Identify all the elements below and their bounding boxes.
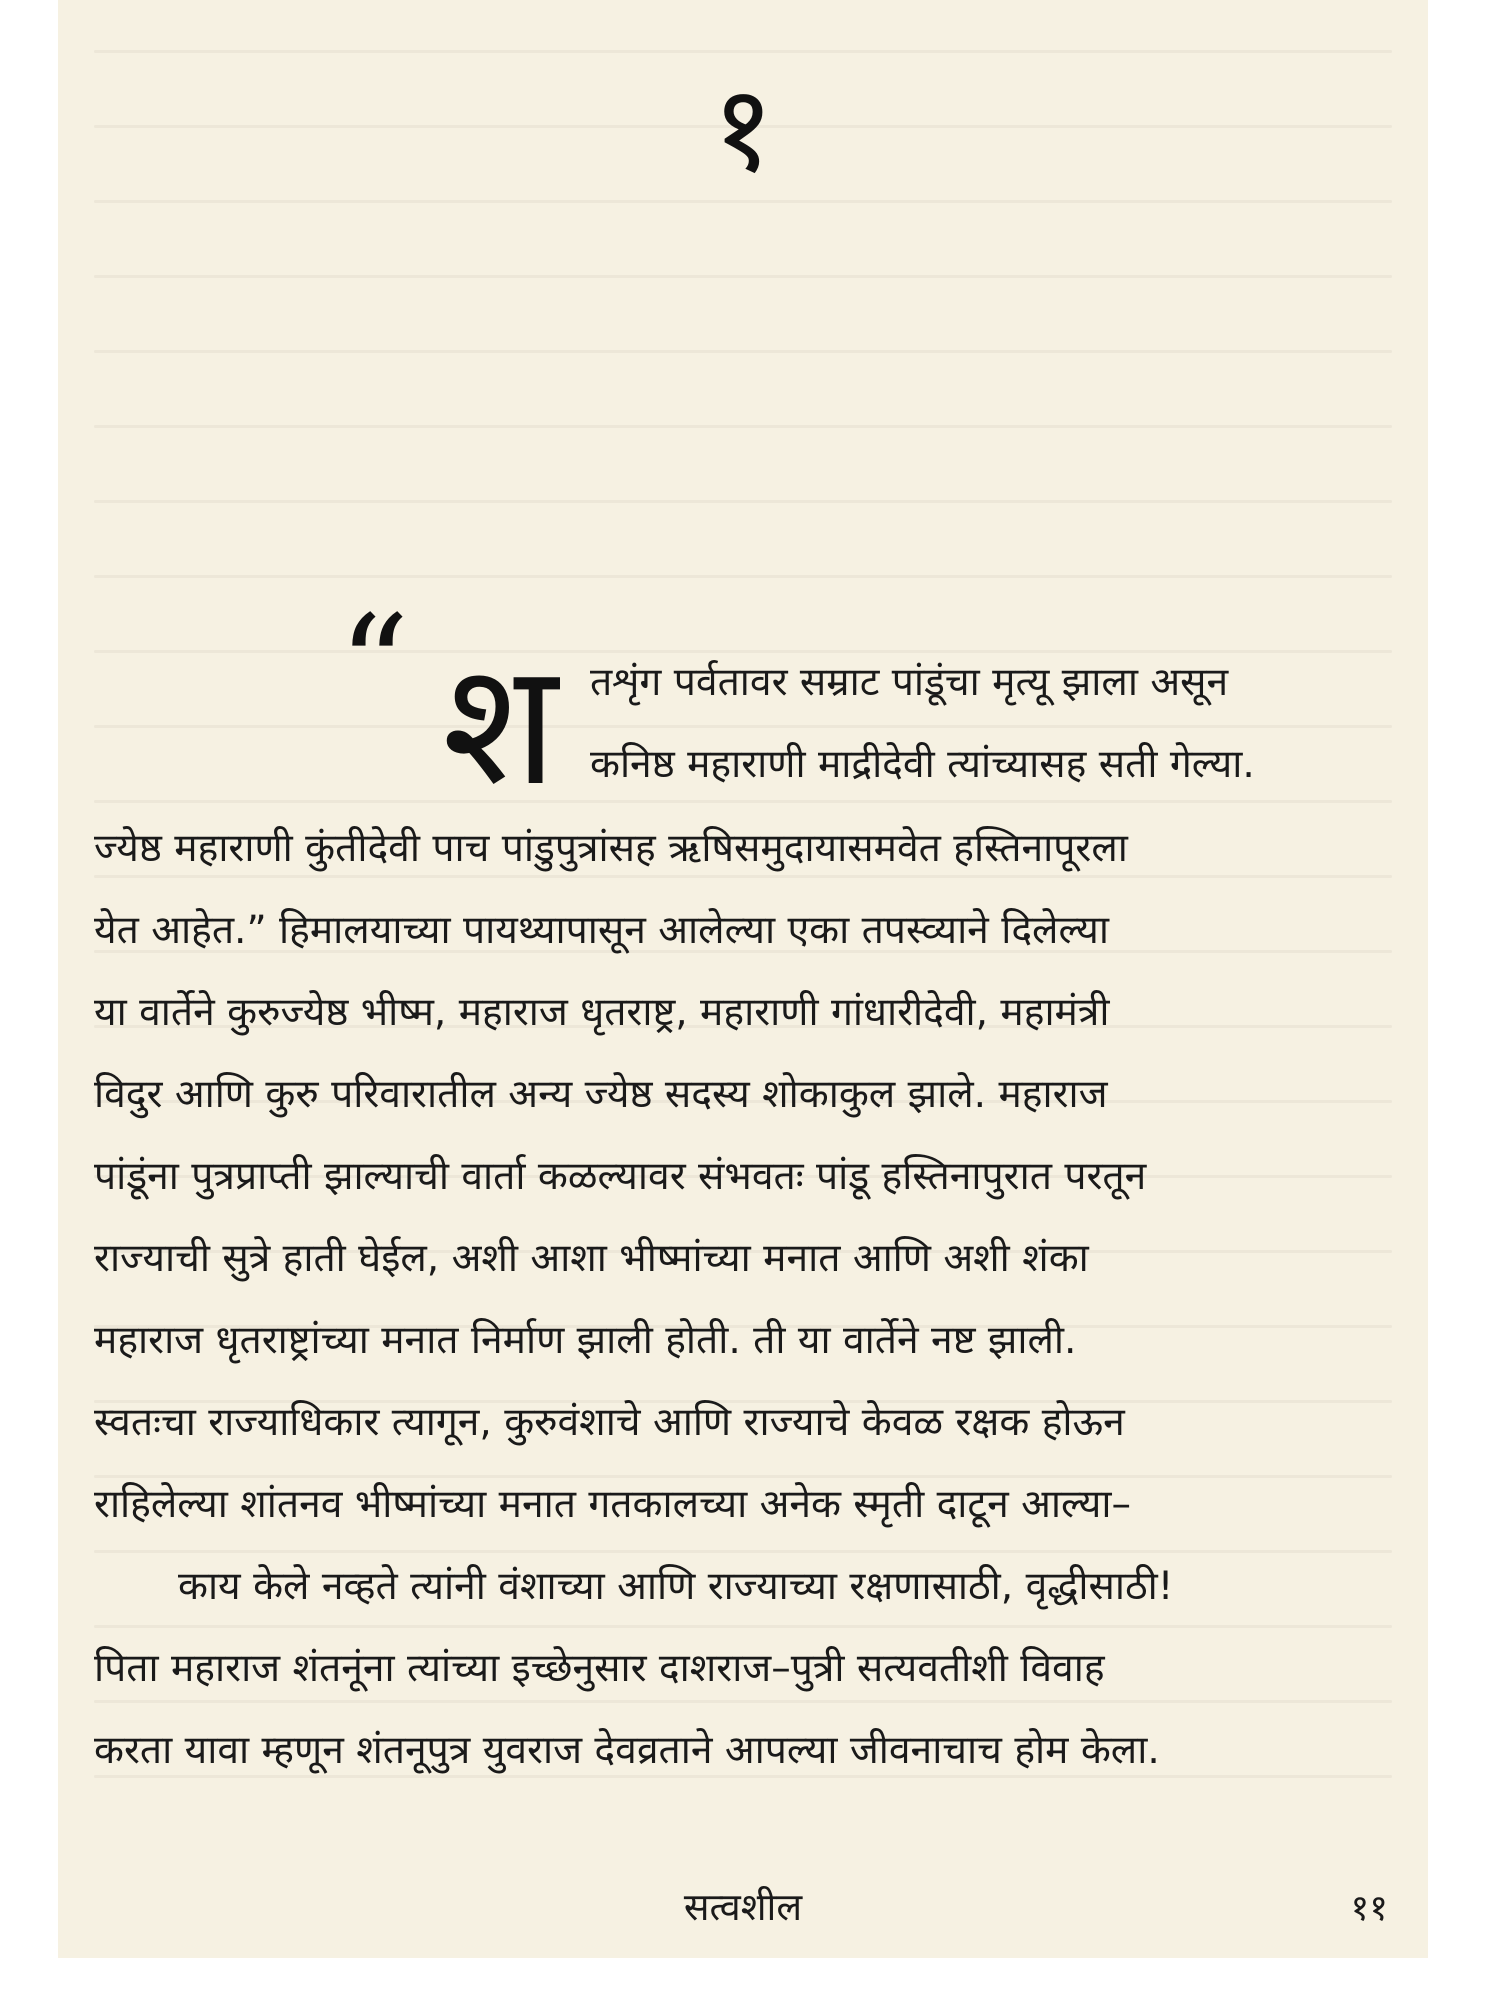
opening-quote-mark: “ <box>338 586 410 749</box>
bleed-through-line <box>94 1550 1392 1553</box>
bleed-through-line <box>94 1475 1392 1478</box>
bleed-through-line <box>94 725 1392 728</box>
page-number: ११ <box>1350 1888 1388 1929</box>
paragraph-2-line-1: काय केले नव्हते त्यांनी वंशाच्या आणि राज्याच्या रक्षणासाठी, वृद्धीसाठी! <box>178 1564 1174 1609</box>
bleed-through-line <box>94 50 1392 53</box>
paragraph-1-line-7: पांडूंना पुत्रप्राप्ती झाल्याची वार्ता कळल्यावर संभवतः पांडू हस्तिनापुरात परतून <box>94 1154 1147 1199</box>
bleed-through-line <box>94 1700 1392 1703</box>
bleed-through-line <box>94 1625 1392 1628</box>
bleed-through-line <box>94 425 1392 428</box>
bleed-through-line <box>94 575 1392 578</box>
bleed-through-line <box>94 650 1392 653</box>
bleed-through-line <box>94 800 1392 803</box>
chapter-number: १ <box>711 60 775 199</box>
paragraph-1-line-5: या वार्तेने कुरुज्येष्ठ भीष्म, महाराज धृतराष्ट्र, महाराणी गांधारीदेवी, महामंत्री <box>94 990 1110 1035</box>
drop-cap: श <box>442 626 558 824</box>
paragraph-1-line-2: कनिष्ठ महाराणी माद्रीदेवी त्यांच्यासह सती गेल्या. <box>590 742 1255 787</box>
paragraph-2-line-3: करता यावा म्हणून शंतनूपुत्र युवराज देवव्रताने आपल्या जीवनाचाच होम केला. <box>94 1728 1160 1773</box>
book-page <box>58 0 1428 1958</box>
bleed-through-line <box>94 1775 1392 1778</box>
bleed-through-line <box>94 875 1392 878</box>
paragraph-1-line-1: तशृंग पर्वतावर सम्राट पांडूंचा मृत्यू झाला असून <box>590 660 1229 705</box>
bleed-through-line <box>94 200 1392 203</box>
bleed-through-line <box>94 350 1392 353</box>
paragraph-1-line-4: येत आहेत.” हिमालयाच्या पायथ्यापासून आलेल्या एका तपस्व्याने दिलेल्या <box>94 908 1110 953</box>
paragraph-1-line-8: राज्याची सुत्रे हाती घेईल, अशी आशा भीष्मांच्या मनात आणि अशी शंका <box>94 1236 1089 1281</box>
running-footer-book-title: सत्वशील <box>683 1885 803 1929</box>
paragraph-1-line-11: राहिलेल्या शांतनव भीष्मांच्या मनात गतकालच्या अनेक स्मृती दाटून आल्या– <box>94 1482 1132 1527</box>
paragraph-1-line-9: महाराज धृतराष्ट्रांच्या मनात निर्माण झाली होती. ती या वार्तेने नष्ट झाली. <box>94 1318 1077 1363</box>
paragraph-1-line-3: ज्येष्ठ महाराणी कुंतीदेवी पाच पांडुपुत्रांसह ऋषिसमुदायासमवेत हस्तिनापूरला <box>94 826 1128 871</box>
bleed-through-line <box>94 275 1392 278</box>
paragraph-1-line-6: विदुर आणि कुरु परिवारातील अन्य ज्येष्ठ सदस्य शोकाकुल झाले. महाराज <box>94 1072 1108 1117</box>
paragraph-2-line-2: पिता महाराज शंतनूंना त्यांच्या इच्छेनुसार दाशराज–पुत्री सत्यवतीशी विवाह <box>94 1646 1105 1691</box>
bleed-through-line <box>94 500 1392 503</box>
paragraph-1-line-10: स्वतःचा राज्याधिकार त्यागून, कुरुवंशाचे आणि राज्याचे केवळ रक्षक होऊन <box>94 1400 1125 1445</box>
